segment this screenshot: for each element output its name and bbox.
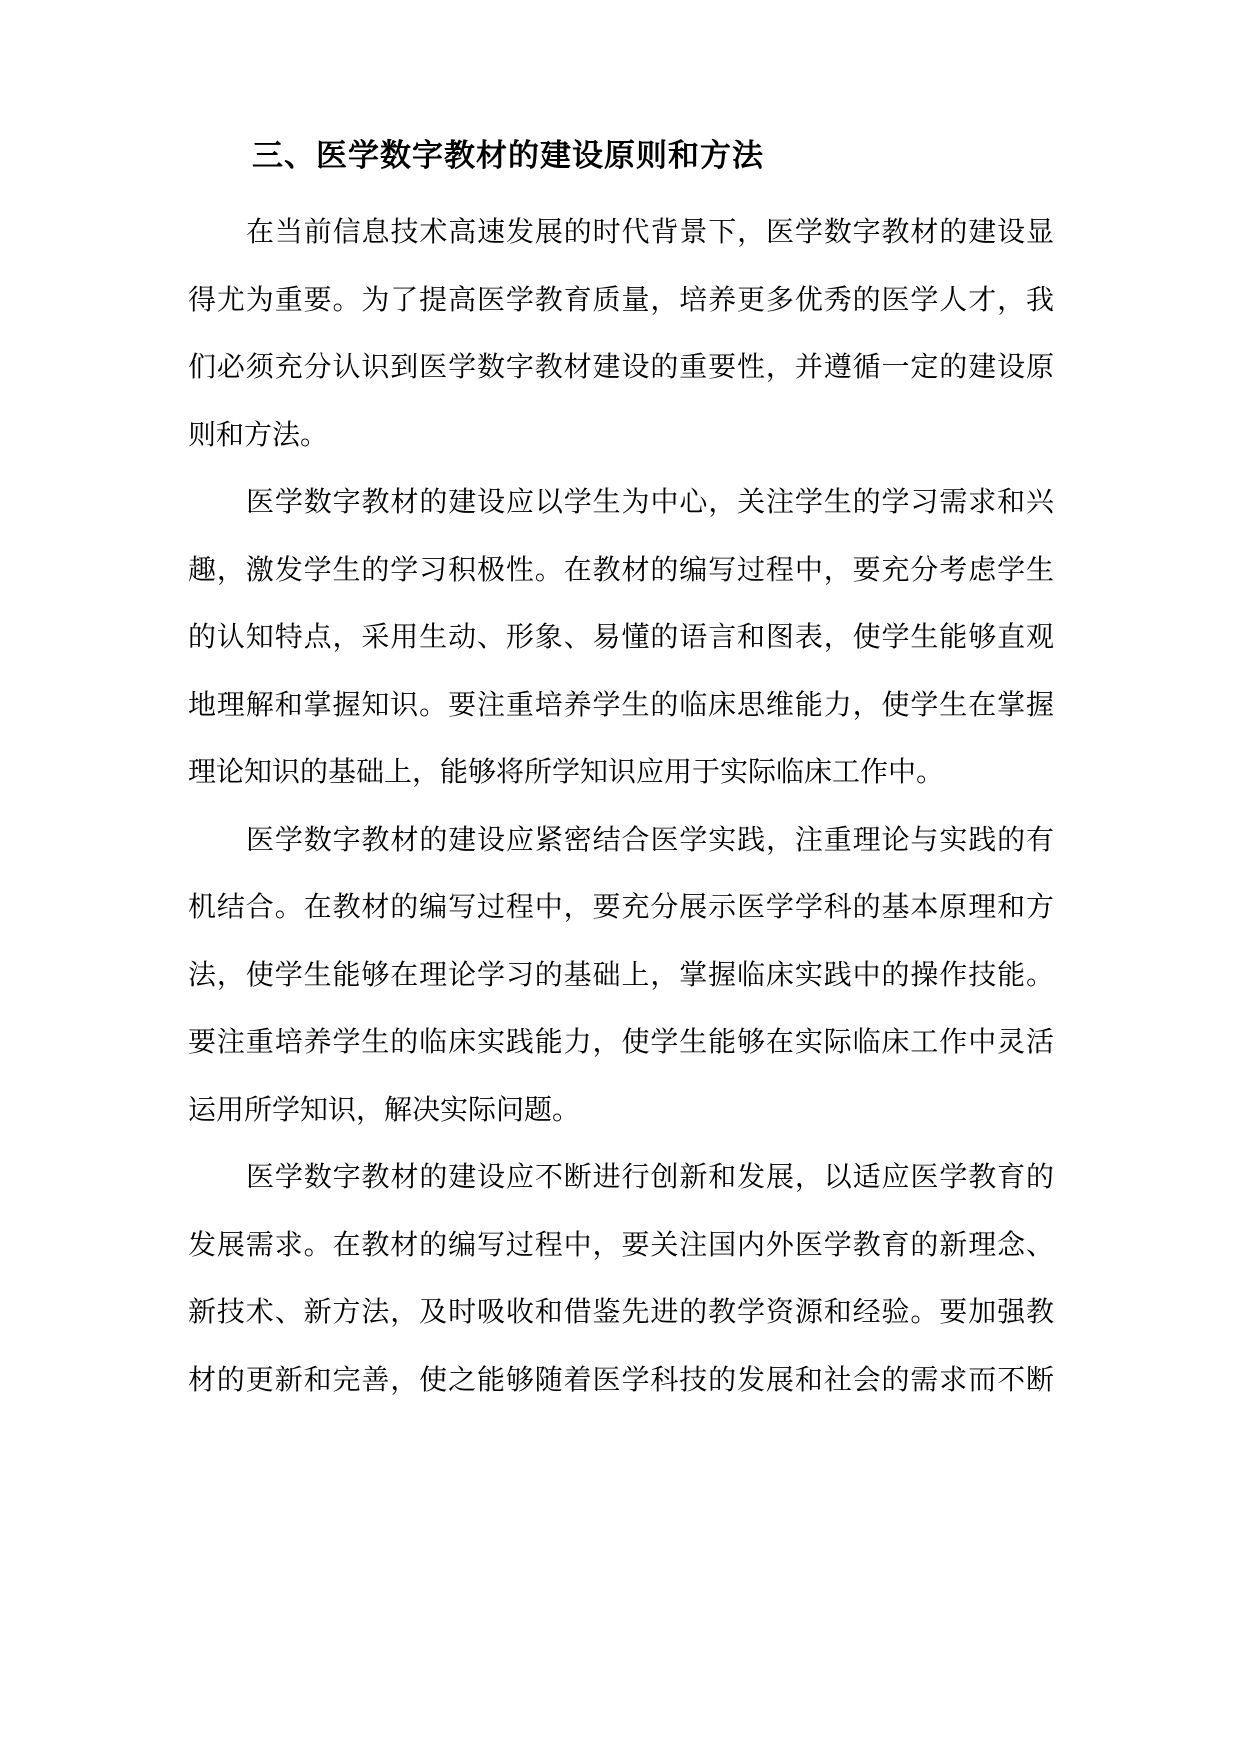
paragraph-1-line-2: 得尤为重要。为了提高医学教育质量，培养更多优秀的医学人才，我 bbox=[188, 283, 1054, 316]
paragraph-3-line-3: 法，使学生能够在理论学习的基础上，掌握临床实践中的操作技能。 bbox=[188, 958, 1054, 991]
paragraph-2-line-1: 医学数字教材的建设应以学生为中心，关注学生的学习需求和兴 bbox=[246, 485, 1054, 518]
paragraph-2-line-5: 理论知识的基础上，能够将所学知识应用于实际临床工作中。 bbox=[188, 755, 945, 788]
paragraph-4-line-3: 新技术、新方法，及时吸收和借鉴先进的教学资源和经验。要加强教 bbox=[188, 1295, 1054, 1328]
paragraph-4-line-1: 医学数字教材的建设应不断进行创新和发展，以适应医学教育的 bbox=[246, 1160, 1054, 1193]
paragraph-1-line-3: 们必须充分认识到医学数字教材建设的重要性，并遵循一定的建设原 bbox=[188, 350, 1054, 383]
paragraph-1-line-4: 则和方法。 bbox=[188, 418, 329, 451]
paragraph-1-line-1: 在当前信息技术高速发展的时代背景下，医学数字教材的建设显 bbox=[246, 215, 1054, 248]
paragraph-4-line-4: 材的更新和完善，使之能够随着医学科技的发展和社会的需求而不断 bbox=[188, 1363, 1054, 1396]
paragraph-3-line-1: 医学数字教材的建设应紧密结合医学实践，注重理论与实践的有 bbox=[246, 823, 1054, 856]
section-heading: 三、医学数字教材的建设原则和方法 bbox=[252, 138, 764, 174]
paragraph-3-line-2: 机结合。在教材的编写过程中，要充分展示医学学科的基本原理和方 bbox=[188, 890, 1054, 923]
paragraph-2-line-2: 趣，激发学生的学习积极性。在教材的编写过程中，要充分考虑学生 bbox=[188, 553, 1054, 586]
paragraph-2-line-4: 地理解和掌握知识。要注重培养学生的临床思维能力，使学生在掌握 bbox=[188, 688, 1054, 721]
paragraph-2-line-3: 的认知特点，采用生动、形象、易懂的语言和图表，使学生能够直观 bbox=[188, 620, 1054, 653]
paragraph-4-line-2: 发展需求。在教材的编写过程中，要关注国内外医学教育的新理念、 bbox=[188, 1228, 1054, 1261]
paragraph-3-line-4: 要注重培养学生的临床实践能力，使学生能够在实际临床工作中灵活 bbox=[188, 1025, 1054, 1058]
paragraph-3-line-5: 运用所学知识，解决实际问题。 bbox=[188, 1093, 581, 1126]
